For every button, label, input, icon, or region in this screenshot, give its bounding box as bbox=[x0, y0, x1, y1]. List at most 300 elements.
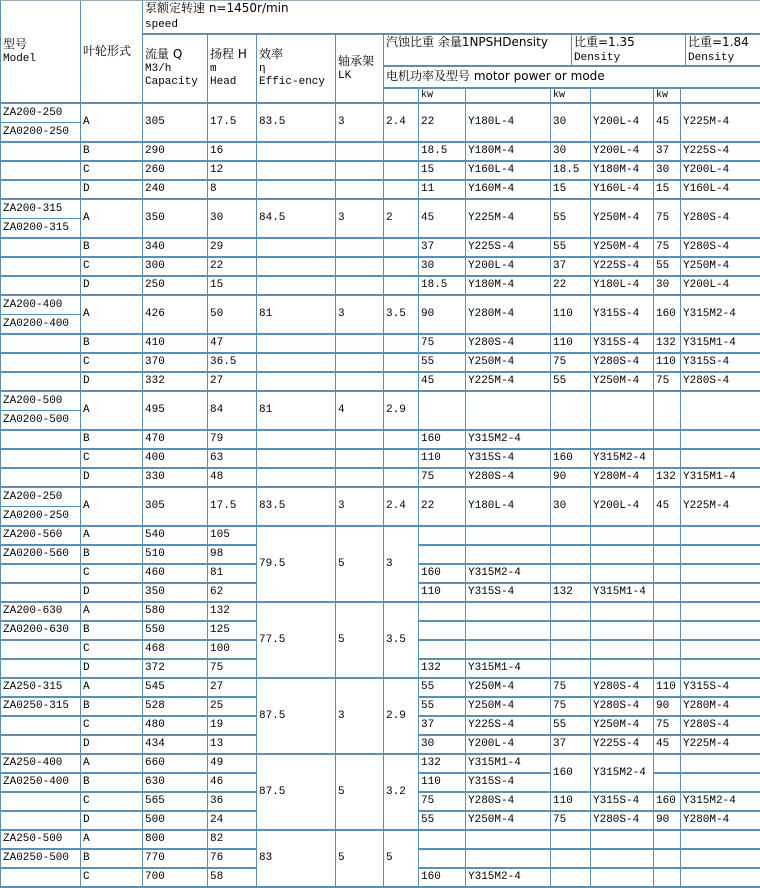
head-value: 36 bbox=[208, 793, 257, 812]
kw-3 bbox=[654, 622, 681, 641]
motor-2: Y280S-4 bbox=[591, 354, 654, 373]
header-model bbox=[1, 1, 81, 104]
npsh-value bbox=[384, 354, 419, 373]
bearing-value bbox=[336, 181, 384, 200]
motor-1: Y315M1-4 bbox=[466, 755, 551, 774]
table-row bbox=[1, 373, 760, 392]
kw-2: 22 bbox=[551, 277, 591, 296]
motor-3: Y280S-4 bbox=[681, 717, 760, 736]
motor-2: Y315S-4 bbox=[591, 335, 654, 354]
kw-1 bbox=[419, 850, 466, 869]
kw-2: 132 bbox=[551, 584, 591, 603]
efficiency-value bbox=[257, 335, 336, 354]
head-value: 84 bbox=[208, 392, 257, 431]
head-value: 27 bbox=[208, 679, 257, 698]
motor-2: Y280S-4 bbox=[591, 812, 654, 831]
efficiency-value bbox=[257, 181, 336, 200]
table-row bbox=[1, 354, 760, 373]
motor-1: Y200L-4 bbox=[466, 736, 551, 755]
table-row bbox=[1, 431, 760, 450]
capacity-value: 480 bbox=[143, 717, 208, 736]
efficiency-value: 81 bbox=[257, 296, 336, 335]
npsh-value bbox=[384, 450, 419, 469]
capacity-value: 580 bbox=[143, 603, 208, 622]
motor-3: Y200L-4 bbox=[681, 277, 760, 296]
head-value: 75 bbox=[208, 660, 257, 679]
motor-3 bbox=[681, 527, 760, 546]
motor-2: Y200L-4 bbox=[591, 104, 654, 143]
kw-2: 75 bbox=[551, 812, 591, 831]
impeller-type: A bbox=[81, 831, 143, 850]
impeller-type: D bbox=[81, 469, 143, 488]
motor-1: Y315S-4 bbox=[466, 450, 551, 469]
model-name: ZA250-400 bbox=[1, 755, 81, 774]
model-cell bbox=[1, 565, 81, 584]
table-row bbox=[1, 679, 760, 698]
model-name: ZA0250-315 bbox=[1, 698, 81, 717]
capacity-value: 470 bbox=[143, 431, 208, 450]
impeller-type: A bbox=[81, 755, 143, 774]
model-label: 型号 bbox=[3, 36, 28, 51]
model-cell bbox=[1, 181, 81, 200]
table-row bbox=[1, 200, 760, 239]
bearing-value bbox=[336, 258, 384, 277]
kw-1: 22 bbox=[419, 104, 466, 143]
kw-2: 110 bbox=[551, 335, 591, 354]
capacity-value: 540 bbox=[143, 527, 208, 546]
kw-1: 18.5 bbox=[419, 143, 466, 162]
efficiency-value bbox=[257, 431, 336, 450]
kw-1 bbox=[419, 546, 466, 565]
efficiency-value bbox=[257, 277, 336, 296]
model-cell bbox=[1, 258, 81, 277]
impeller-type: C bbox=[81, 869, 143, 888]
efficiency-value: 87.5 bbox=[257, 679, 336, 755]
kw-2: 18.5 bbox=[551, 162, 591, 181]
motor-3: Y315M1-4 bbox=[681, 469, 760, 488]
motor-1: Y315S-4 bbox=[466, 774, 551, 793]
motor-label: 电机功率及型号 motor power or mode bbox=[386, 68, 605, 83]
kw-1: 75 bbox=[419, 793, 466, 812]
density1-label: 比重=1.35 bbox=[574, 35, 635, 49]
kw-3: 45 bbox=[654, 736, 681, 755]
motor-1: Y250M-4 bbox=[466, 812, 551, 831]
capacity-value: 290 bbox=[143, 143, 208, 162]
efficiency-value bbox=[257, 373, 336, 392]
capacity-value: 700 bbox=[143, 869, 208, 888]
motor-3: Y280M-4 bbox=[681, 698, 760, 717]
head-value: 15 bbox=[208, 277, 257, 296]
model-name: ZA200-315 bbox=[1, 200, 80, 219]
kw-1 bbox=[419, 392, 466, 431]
efficiency-value bbox=[257, 354, 336, 373]
kw-1: 15 bbox=[419, 162, 466, 181]
head-value: 25 bbox=[208, 698, 257, 717]
efficiency-value: 77.5 bbox=[257, 603, 336, 679]
speed-label: 泵额定转速 n=1450r/min bbox=[145, 1, 289, 15]
kw-3: 75 bbox=[654, 239, 681, 258]
motor-3 bbox=[681, 431, 760, 450]
impeller-type: D bbox=[81, 584, 143, 603]
head-value: 58 bbox=[208, 869, 257, 888]
density2-label-en: Density bbox=[688, 52, 735, 64]
model-cell bbox=[1, 641, 81, 660]
efficiency-value: 79.5 bbox=[257, 527, 336, 603]
kw-1: 30 bbox=[419, 258, 466, 277]
motor-3: Y315M2-4 bbox=[681, 296, 760, 335]
motor-3: Y280S-4 bbox=[681, 239, 760, 258]
model-name: ZA200-250 bbox=[1, 104, 80, 123]
motor-3: Y315M2-4 bbox=[681, 793, 760, 812]
efficiency-value bbox=[257, 469, 336, 488]
motor-1: Y315M2-4 bbox=[466, 869, 551, 888]
motor-2: Y315S-4 bbox=[591, 793, 654, 812]
head-unit: m bbox=[210, 63, 217, 75]
kw-1: 55 bbox=[419, 698, 466, 717]
npsh-value: 3 bbox=[384, 527, 419, 603]
impeller-type: C bbox=[81, 354, 143, 373]
efficiency-value: 83.5 bbox=[257, 488, 336, 527]
capacity-value: 260 bbox=[143, 162, 208, 181]
kw-2: 75 bbox=[551, 354, 591, 373]
motor-3 bbox=[681, 641, 760, 660]
efficiency-value: 83 bbox=[257, 831, 336, 888]
head-value: 100 bbox=[208, 641, 257, 660]
motor-1: Y160M-4 bbox=[466, 181, 551, 200]
npsh-value bbox=[384, 431, 419, 450]
capacity-value: 434 bbox=[143, 736, 208, 755]
head-value: 81 bbox=[208, 565, 257, 584]
motor-1: Y315M2-4 bbox=[466, 565, 551, 584]
kw-1: 45 bbox=[419, 200, 466, 239]
model-name: ZA200-500 bbox=[1, 392, 80, 411]
efficiency-value bbox=[257, 258, 336, 277]
model-name: ZA0200-250 bbox=[3, 510, 70, 522]
impeller-type: B bbox=[81, 431, 143, 450]
model-cell bbox=[1, 660, 81, 679]
kw-1 bbox=[419, 831, 466, 850]
kw-3 bbox=[654, 774, 681, 793]
head-value: 12 bbox=[208, 162, 257, 181]
head-value: 82 bbox=[208, 831, 257, 850]
motor-1: Y225S-4 bbox=[466, 717, 551, 736]
motor-2 bbox=[591, 431, 654, 450]
kw-2: 55 bbox=[551, 717, 591, 736]
bearing-value: 3 bbox=[336, 679, 384, 755]
capacity-label-en: Capacity bbox=[145, 76, 198, 88]
kw-3: 75 bbox=[654, 373, 681, 392]
kw-2 bbox=[551, 869, 591, 888]
density2-label: 比重=1.84 bbox=[688, 35, 749, 49]
npsh-value bbox=[384, 335, 419, 354]
npsh-value: 3.5 bbox=[384, 296, 419, 335]
kw-2: 55 bbox=[551, 373, 591, 392]
bearing-value bbox=[336, 143, 384, 162]
table-row bbox=[1, 488, 760, 527]
head-value: 49 bbox=[208, 755, 257, 774]
capacity-label: 流量 Q bbox=[145, 47, 183, 61]
kw-3: 132 bbox=[654, 469, 681, 488]
kw-3 bbox=[654, 755, 681, 774]
kw-3: 30 bbox=[654, 162, 681, 181]
impeller-type: D bbox=[81, 373, 143, 392]
kw-1: 11 bbox=[419, 181, 466, 200]
head-value: 63 bbox=[208, 450, 257, 469]
table-row bbox=[1, 296, 760, 335]
motor-1: Y280S-4 bbox=[466, 793, 551, 812]
head-value: 46 bbox=[208, 774, 257, 793]
header-blank bbox=[466, 89, 551, 104]
npsh-density-label: 汽蚀比重 余量1NPSHDensity bbox=[384, 35, 572, 65]
head-value: 19 bbox=[208, 717, 257, 736]
kw-2 bbox=[551, 660, 591, 679]
model-cell bbox=[1, 392, 81, 431]
kw-1: 160 bbox=[419, 869, 466, 888]
bearing-value bbox=[336, 450, 384, 469]
motor-2 bbox=[591, 527, 654, 546]
head-value: 17.5 bbox=[208, 488, 257, 527]
motor-2: Y225S-4 bbox=[591, 736, 654, 755]
kw-1: 18.5 bbox=[419, 277, 466, 296]
kw-1 bbox=[419, 622, 466, 641]
capacity-value: 630 bbox=[143, 774, 208, 793]
kw-3: 45 bbox=[654, 104, 681, 143]
capacity-value: 550 bbox=[143, 622, 208, 641]
impeller-type: D bbox=[81, 812, 143, 831]
kw-2: 160 bbox=[551, 450, 591, 469]
table-row bbox=[1, 392, 760, 431]
density1-label-en: Density bbox=[574, 52, 621, 64]
npsh-value: 2.9 bbox=[384, 392, 419, 431]
motor-2 bbox=[591, 546, 654, 565]
motor-1: Y225S-4 bbox=[466, 239, 551, 258]
header-blank bbox=[384, 89, 419, 104]
motor-2: Y280S-4 bbox=[591, 698, 654, 717]
motor-3: Y225M-4 bbox=[681, 736, 760, 755]
capacity-value: 370 bbox=[143, 354, 208, 373]
capacity-value: 300 bbox=[143, 258, 208, 277]
kw-3: 90 bbox=[654, 812, 681, 831]
header-blank bbox=[591, 89, 654, 104]
kw-2: 75 bbox=[551, 698, 591, 717]
model-name: ZA0200-250 bbox=[3, 126, 70, 138]
kw-3 bbox=[654, 527, 681, 546]
motor-2 bbox=[591, 603, 654, 622]
model-name: ZA0200-560 bbox=[1, 546, 81, 565]
model-cell bbox=[1, 450, 81, 469]
head-label: 扬程 H bbox=[210, 47, 247, 61]
kw-2 bbox=[551, 431, 591, 450]
model-name: ZA250-315 bbox=[1, 679, 81, 698]
motor-1 bbox=[466, 546, 551, 565]
motor-2: Y315M1-4 bbox=[591, 584, 654, 603]
capacity-value: 305 bbox=[143, 104, 208, 143]
kw-1: 132 bbox=[419, 755, 466, 774]
motor-1: Y315S-4 bbox=[466, 584, 551, 603]
head-value: 125 bbox=[208, 622, 257, 641]
header-efficiency bbox=[257, 35, 336, 104]
model-name: ZA0250-500 bbox=[1, 850, 81, 869]
impeller-type: A bbox=[81, 392, 143, 431]
motor-2 bbox=[591, 565, 654, 584]
motor-2: Y160L-4 bbox=[591, 181, 654, 200]
motor-1: Y250M-4 bbox=[466, 698, 551, 717]
impeller-type: A bbox=[81, 527, 143, 546]
model-name: ZA250-500 bbox=[1, 831, 81, 850]
motor-1 bbox=[466, 392, 551, 431]
bearing-value bbox=[336, 373, 384, 392]
efficiency-symbol: η bbox=[259, 63, 266, 75]
motor-2: Y280M-4 bbox=[591, 469, 654, 488]
motor-1: Y315M2-4 bbox=[466, 431, 551, 450]
head-value: 132 bbox=[208, 603, 257, 622]
impeller-type: B bbox=[81, 698, 143, 717]
kw-3: 15 bbox=[654, 181, 681, 200]
model-cell bbox=[1, 354, 81, 373]
bearing-value: 4 bbox=[336, 392, 384, 431]
head-value: 24 bbox=[208, 812, 257, 831]
npsh-value: 3.2 bbox=[384, 755, 419, 831]
model-name: ZA0200-315 bbox=[3, 222, 70, 234]
motor-2: Y180M-4 bbox=[591, 162, 654, 181]
motor-3: Y315S-4 bbox=[681, 679, 760, 698]
model-cell bbox=[1, 869, 81, 888]
kw-2: 55 bbox=[551, 239, 591, 258]
model-cell bbox=[1, 162, 81, 181]
model-name: ZA200-630 bbox=[1, 603, 81, 622]
motor-1 bbox=[466, 850, 551, 869]
model-cell bbox=[1, 736, 81, 755]
kw-3 bbox=[654, 450, 681, 469]
motor-3 bbox=[681, 622, 760, 641]
kw-2: 37 bbox=[551, 736, 591, 755]
motor-1: Y200L-4 bbox=[466, 258, 551, 277]
kw-1: 55 bbox=[419, 812, 466, 831]
model-cell bbox=[1, 200, 81, 239]
impeller-type: D bbox=[81, 736, 143, 755]
motor-3: Y225M-4 bbox=[681, 104, 760, 143]
table-row bbox=[1, 239, 760, 258]
header-impeller: 叶轮形式 bbox=[81, 1, 143, 104]
npsh-value bbox=[384, 239, 419, 258]
motor-1 bbox=[466, 527, 551, 546]
efficiency-value bbox=[257, 450, 336, 469]
kw-2 bbox=[551, 622, 591, 641]
kw-2: 75 bbox=[551, 679, 591, 698]
header-kw-2: kw bbox=[551, 89, 591, 104]
kw-2: 110 bbox=[551, 793, 591, 812]
capacity-value: 240 bbox=[143, 181, 208, 200]
kw-1: 110 bbox=[419, 450, 466, 469]
kw-2 bbox=[551, 527, 591, 546]
model-name: ZA200-560 bbox=[1, 527, 81, 546]
table-row bbox=[1, 755, 760, 774]
impeller-type: B bbox=[81, 546, 143, 565]
kw-1: 160 bbox=[419, 565, 466, 584]
kw-1: 110 bbox=[419, 774, 466, 793]
capacity-value: 545 bbox=[143, 679, 208, 698]
motor-3 bbox=[681, 831, 760, 850]
motor-3 bbox=[681, 660, 760, 679]
kw-1: 30 bbox=[419, 736, 466, 755]
head-value: 22 bbox=[208, 258, 257, 277]
kw-2: 30 bbox=[551, 488, 591, 527]
motor-1 bbox=[466, 831, 551, 850]
capacity-value: 500 bbox=[143, 812, 208, 831]
impeller-type: A bbox=[81, 488, 143, 527]
kw-1: 132 bbox=[419, 660, 466, 679]
head-value: 50 bbox=[208, 296, 257, 335]
kw-1: 110 bbox=[419, 584, 466, 603]
head-value: 47 bbox=[208, 335, 257, 354]
impeller-type: C bbox=[81, 641, 143, 660]
efficiency-label: 效率 bbox=[259, 47, 284, 61]
table-header bbox=[1, 1, 760, 104]
kw-3 bbox=[654, 584, 681, 603]
impeller-type: B bbox=[81, 335, 143, 354]
kw-3 bbox=[654, 546, 681, 565]
header-speed bbox=[143, 1, 760, 35]
motor-1 bbox=[466, 622, 551, 641]
capacity-value: 660 bbox=[143, 755, 208, 774]
table-row bbox=[1, 258, 760, 277]
efficiency-value bbox=[257, 239, 336, 258]
model-name: ZA0200-630 bbox=[1, 622, 81, 641]
motor-1: Y315M1-4 bbox=[466, 660, 551, 679]
table-body bbox=[1, 104, 760, 888]
motor-1: Y280M-4 bbox=[466, 296, 551, 335]
motor-3: Y315S-4 bbox=[681, 354, 760, 373]
impeller-type: C bbox=[81, 565, 143, 584]
motor-1: Y250M-4 bbox=[466, 354, 551, 373]
kw-1: 37 bbox=[419, 717, 466, 736]
capacity-value: 426 bbox=[143, 296, 208, 335]
kw-1: 45 bbox=[419, 373, 466, 392]
motor-3 bbox=[681, 603, 760, 622]
motor-3 bbox=[681, 850, 760, 869]
head-value: 105 bbox=[208, 527, 257, 546]
bearing-value bbox=[336, 335, 384, 354]
capacity-value: 770 bbox=[143, 850, 208, 869]
motor-1: Y180M-4 bbox=[466, 277, 551, 296]
npsh-value: 3.5 bbox=[384, 603, 419, 679]
npsh-value: 2.9 bbox=[384, 679, 419, 755]
impeller-type: C bbox=[81, 258, 143, 277]
table-row bbox=[1, 831, 760, 850]
impeller-type: D bbox=[81, 277, 143, 296]
npsh-value bbox=[384, 277, 419, 296]
capacity-value: 565 bbox=[143, 793, 208, 812]
efficiency-label-en: Effic-ency bbox=[259, 76, 326, 88]
impeller-type: D bbox=[81, 660, 143, 679]
model-cell bbox=[1, 373, 81, 392]
head-value: 16 bbox=[208, 143, 257, 162]
motor-1: Y280S-4 bbox=[466, 335, 551, 354]
impeller-type: B bbox=[81, 239, 143, 258]
impeller-type: C bbox=[81, 450, 143, 469]
impeller-type: B bbox=[81, 850, 143, 869]
motor-3 bbox=[681, 755, 760, 774]
motor-2 bbox=[591, 831, 654, 850]
impeller-type: C bbox=[81, 793, 143, 812]
density-1-84 bbox=[686, 35, 760, 65]
bearing-value: 3 bbox=[336, 296, 384, 335]
motor-3 bbox=[681, 392, 760, 431]
motor-1 bbox=[466, 641, 551, 660]
kw-3 bbox=[654, 431, 681, 450]
kw-3: 110 bbox=[654, 679, 681, 698]
capacity-value: 528 bbox=[143, 698, 208, 717]
